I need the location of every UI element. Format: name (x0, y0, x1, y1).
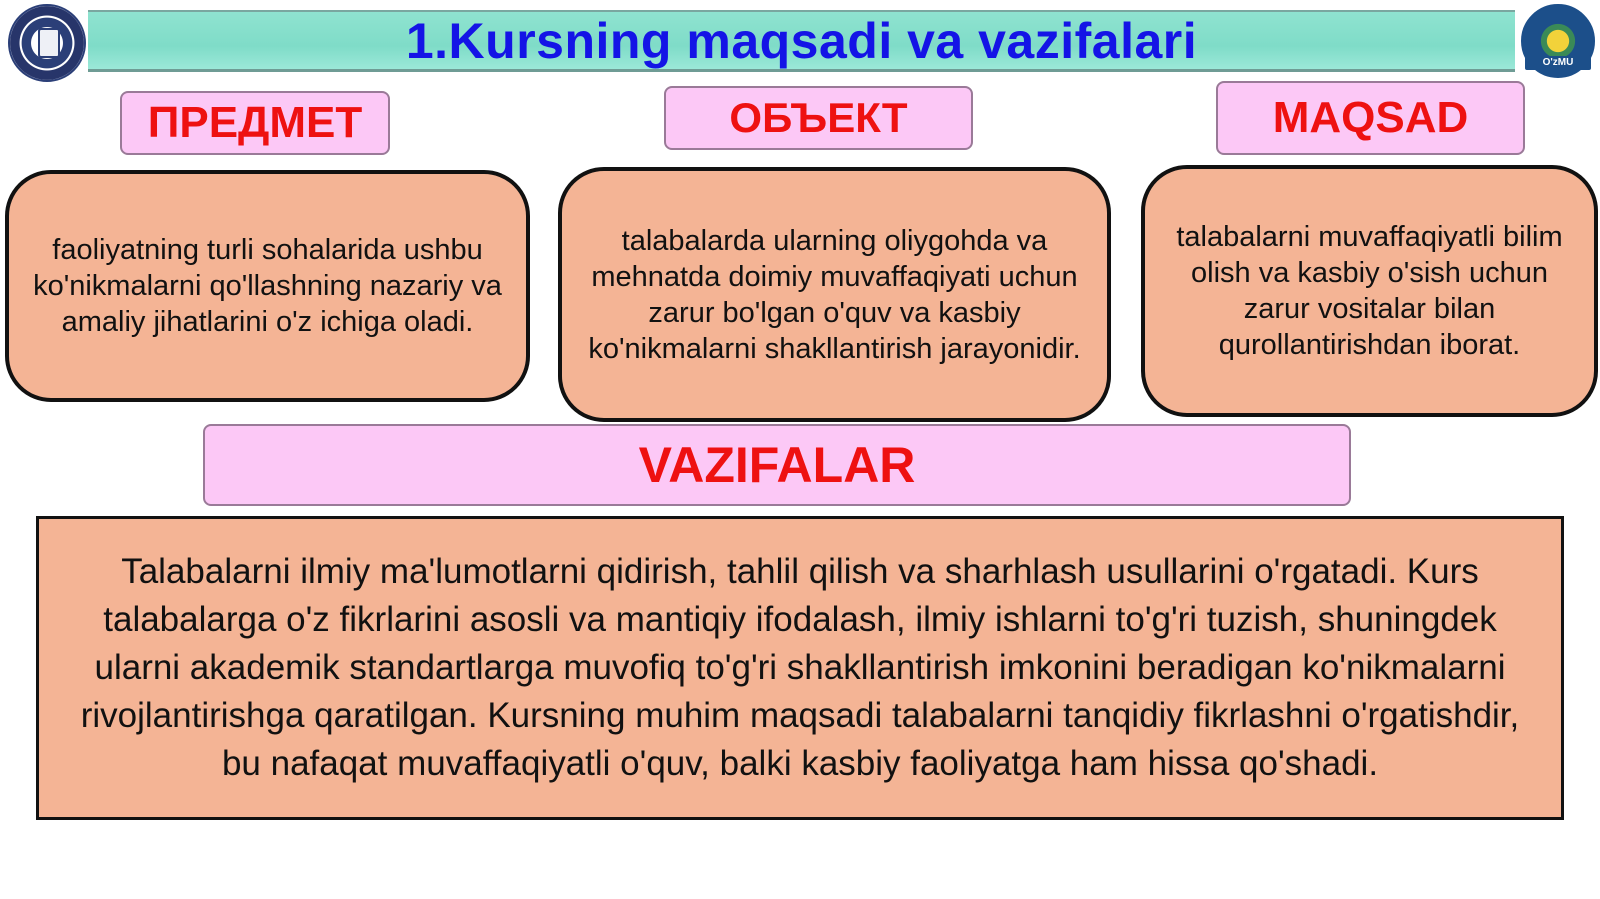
predmet-label (120, 91, 390, 155)
book-icon (38, 28, 60, 58)
maqsad-card (1141, 165, 1598, 417)
maqsad-text: talabalarni muvaffaqiyatli bilim olish va kasbiy o'sish uchun zarur vositalar bilan qurollantirishdan iborat. (1176, 221, 1563, 361)
vazifalar-label-text: VAZIFALAR (638, 437, 916, 493)
predmet-text: faoliyatning turli sohalarida ushbu ko'nikmalarni qo'llashning nazariy va amaliy jihatlarini o'z ichiga oladi. (33, 234, 502, 338)
predmet-card (5, 170, 530, 402)
obekt-card (558, 167, 1111, 422)
vazifalar-text: Talabalarni ilmiy ma'lumotlarni qidirish, tahlil qilish va sharhlash usullarini o'rgatadi. Kurs talabalarga o'z fikrlarini asosli va mantiqiy ifodalash, ilmiy ishlarni to'g'ri tuzish, shuningdek ularni akademik standartlarga muvofiq to'g'ri shakllantirish imkonini beradigan ko'nikmalarni rivojlantirishga qaratilgan. Kursning muhim maqsadi talabalarni tanqidiy fikrlashni o'rgatishdir, bu nafaqat muvaffaqiyatli o'quv, balki kasbiy faoliyatga ham hissa qo'shadi. (80, 552, 1520, 783)
slide-title: 1.Kursning maqsadi va vazifalari (405, 12, 1198, 69)
university-emblem-icon (8, 4, 86, 82)
vazifalar-label (203, 424, 1351, 506)
maqsad-label-text: MAQSAD (1272, 93, 1469, 142)
obekt-label-text: ОБЪЕКТ (729, 94, 908, 141)
emblem-caption: O'zMU (1525, 56, 1591, 70)
title-bar (88, 10, 1515, 72)
maqsad-label (1216, 81, 1525, 155)
predmet-label-text: ПРЕДМЕТ (147, 98, 363, 147)
obekt-label (664, 86, 973, 150)
faculty-emblem-icon (1521, 4, 1595, 78)
vazifalar-box (36, 516, 1564, 820)
obekt-text: talabalarda ularning oliygohda va mehnatda doimiy muvaffaqiyati uchun zarur bo'lgan o'quv va kasbiy ko'nikmalarni shakllantirish jarayonidir. (588, 224, 1081, 365)
